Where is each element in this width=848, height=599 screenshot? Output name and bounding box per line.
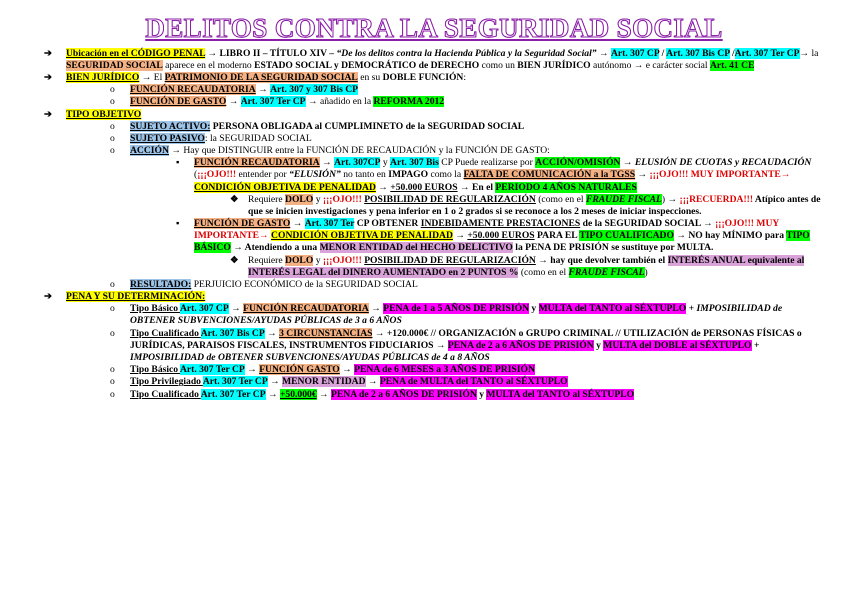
- text: y: [380, 157, 391, 169]
- text: → +120.000€ // ORGANIZACIÓN o GRUPO CRIMINAL // UTILIZACIÓN de PERSONAS FÍSICAS o JURÍDICAS, PARAISOS FISCALES, INSTRUMENTOS FIDUCIARIOS →: [130, 327, 802, 351]
- text: y: [593, 339, 604, 351]
- article-tag: Art. 307 Bis CP: [666, 47, 730, 59]
- text: →: [339, 364, 355, 376]
- text: CP Puede realizarse por: [438, 157, 536, 169]
- highlight: RESULTADO:: [130, 278, 192, 290]
- text: +50.000 EUROS: [390, 181, 458, 193]
- warning-text: ¡¡¡OJO!!!: [197, 169, 237, 181]
- highlight: PATRIMONIO DE LA SEGURIDAD SOCIAL: [164, 72, 358, 84]
- article-tag: Art. 307 Ter CP: [202, 376, 268, 388]
- highlight: SUJETO ACTIVO:: [130, 120, 211, 132]
- list-item: [44, 328, 824, 365]
- highlight: SUJETO PASIVO: [130, 132, 205, 144]
- circle-bullet-icon: o: [110, 303, 115, 315]
- article-tag: Art. 307 Ter CP: [179, 364, 245, 376]
- circle-bullet-icon: o: [110, 327, 115, 339]
- list-item: [44, 194, 824, 218]
- circle-bullet-icon: o: [110, 278, 115, 290]
- highlight: FUNCIÓN GASTO: [259, 364, 340, 376]
- circle-bullet-icon: o: [110, 84, 115, 96]
- highlight: FALTA DE COMUNICACIÓN a la TGSS: [463, 169, 636, 181]
- square-bullet-icon: ▪: [176, 157, 180, 169]
- text: Requiere: [248, 254, 286, 266]
- text: →: [635, 169, 650, 181]
- highlight: ACCIÓN/OMISIÓN: [535, 157, 621, 169]
- arrow-bullet-icon: ➔: [44, 47, 53, 59]
- highlight: PENA de 1 a 5 AÑOS DE PRISIÓN: [383, 303, 529, 315]
- text: PERJUICIO ECONÓMICO de la SEGURIDAD SOCIAL: [191, 278, 418, 290]
- text: ) →: [661, 193, 680, 205]
- list-item: [44, 389, 824, 401]
- circle-bullet-icon: o: [110, 364, 115, 376]
- text: (como en el: [518, 266, 569, 278]
- highlight: MENOR ENTIDAD del HECHO DELICTIVO: [319, 242, 513, 254]
- text: (como en el: [535, 193, 586, 205]
- text: Tipo Básico: [130, 364, 180, 376]
- warning-text: ¡¡¡OJO!!! MUY IMPORTANTE→: [649, 169, 791, 181]
- text: →: [267, 376, 283, 388]
- warning-text: ¡¡¡OJO!!!: [322, 254, 362, 266]
- text: Atípico antes de que se inicien investigaciones y pena inferior en 1 o 2 grados si se reconoce a los 2 meses de iniciar inspecciones.: [248, 193, 821, 217]
- highlight: TIPO CUALIFICADO: [579, 230, 674, 242]
- highlight: TIPO BÁSICO: [194, 230, 810, 254]
- highlight: PERIODO 4 AÑOS NATURALES: [495, 181, 637, 193]
- article-tag: Art. 307 Ter: [304, 218, 355, 230]
- text: como un: [479, 59, 518, 71]
- article-tag: Art. 307 Ter CP: [240, 96, 306, 108]
- text: →: [452, 230, 468, 242]
- highlight: MENOR ENTIDAD: [282, 376, 366, 388]
- highlight: FUNCIÓN RECAUDATORIA: [130, 84, 256, 96]
- highlight: CONDICIÓN OBJETIVA DE PENALIDAD: [194, 181, 376, 193]
- text: POSIBILIDAD DE REGULARIZACIÓN: [364, 193, 536, 205]
- heading-pena: PENA Y SU DETERMINACIÓN:: [66, 291, 206, 303]
- text: IMPAGO: [388, 169, 429, 181]
- text: la PENA DE PRISIÓN se sustituye por MULTA.: [512, 242, 714, 254]
- square-bullet-icon: ▪: [176, 218, 180, 230]
- article-tag: Art. 307 Ter CP: [734, 47, 800, 59]
- circle-bullet-icon: o: [110, 388, 115, 400]
- list-item: [44, 84, 824, 96]
- text: →: [368, 303, 384, 315]
- list-item: [44, 157, 824, 194]
- text: /: [659, 47, 667, 59]
- text: DOBLE FUNCIÓN: [382, 72, 464, 84]
- text: ): [644, 266, 648, 278]
- list-item: [44, 279, 824, 291]
- list-item: [44, 303, 824, 327]
- highlight: MULTA del TANTO al SÉXTUPLO: [486, 388, 635, 400]
- highlight: DOLO: [285, 193, 314, 205]
- text: autónomo → e carácter social: [590, 59, 710, 71]
- diamond-bullet-icon: ❖: [230, 254, 239, 266]
- list-item: [44, 218, 824, 255]
- text: → LIBRO II – TÍTULO XIV –: [205, 47, 337, 59]
- list-item: [44, 376, 824, 388]
- text: BIEN JURÍDICO: [517, 59, 591, 71]
- text: + IMPOSIBILIDAD de OBTENER SUBVENCIONES/AYUDAS PÚBLICAS de 3 a 6 AÑOS: [130, 303, 783, 327]
- text: como la: [428, 169, 464, 181]
- heading-ubicacion: Ubicación en el CÓDIGO PENAL: [66, 47, 206, 59]
- section-pena: [44, 291, 824, 303]
- text: y: [529, 303, 539, 315]
- section-tipo-objetivo: [44, 109, 824, 121]
- text: /: [729, 47, 735, 59]
- article-tag: Art. 307 CP: [610, 47, 660, 59]
- highlight: 3 CIRCUNSTANCIAS: [279, 327, 373, 339]
- circle-bullet-icon: o: [110, 376, 115, 388]
- text-quote: “De los delitos contra la Hacienda Pública y la Seguridad Social”: [336, 47, 597, 59]
- highlight: MULTA del TANTO al SÉXTUPLO: [538, 303, 687, 315]
- text: no tanto en: [340, 169, 389, 181]
- text: →: [316, 388, 332, 400]
- warning-text: ¡¡¡OJO!!!: [322, 193, 362, 205]
- text: Requiere: [248, 193, 286, 205]
- text: → El: [139, 72, 165, 84]
- arrow-bullet-icon: ➔: [44, 72, 53, 84]
- section-ubicacion: [44, 48, 824, 72]
- text: :: [463, 72, 467, 84]
- highlight: FUNCIÓN DE GASTO: [194, 218, 291, 230]
- article-tag: Art. 307 Bis CP: [200, 327, 265, 339]
- heading-tipo-objetivo: TIPO OBJETIVO: [66, 108, 142, 120]
- list-item: [44, 145, 824, 157]
- text: y: [313, 254, 323, 266]
- circle-bullet-icon: o: [110, 145, 115, 157]
- text: entender por: [236, 169, 290, 181]
- heading-bien-juridico: BIEN JURÍDICO: [66, 72, 140, 84]
- text: →: [365, 376, 380, 388]
- highlight: FUNCIÓN RECAUDATORIA: [194, 157, 320, 169]
- highlight: PENA de 2 a 6 AÑOS DE PRISIÓN: [331, 388, 477, 400]
- highlight: FRAUDE FISCAL: [568, 266, 645, 278]
- text: →: [265, 388, 280, 400]
- arrow-bullet-icon: ➔: [44, 291, 53, 303]
- highlight: CONDICIÓN OBJETIVA DE PENALIDAD: [271, 230, 453, 242]
- text: en su: [357, 72, 383, 84]
- text: “ELUSIÓN”: [289, 169, 341, 181]
- text: PERSONA OBLIGADA al CUMPLIMINETO de la SEGURIDAD SOCIAL: [210, 120, 525, 132]
- text: CP OBTENER: [354, 218, 421, 230]
- list-item: [44, 133, 824, 145]
- text: de la SEGURIDAD SOCIAL →: [580, 218, 716, 230]
- highlight: PENA de 6 MESES a 3 AÑOS DE PRISIÓN: [354, 364, 535, 376]
- text: →: [264, 327, 280, 339]
- text: PARA EL: [534, 230, 580, 242]
- text: +50.000 EUROS: [467, 230, 535, 242]
- highlight: +50.000€: [279, 388, 317, 400]
- text: ESTADO SOCIAL y DEMOCRÁTICO de DERECHO: [254, 59, 480, 71]
- text: INDEBIDAMENTE PRESTACIONES: [420, 218, 581, 230]
- text: →: [620, 157, 635, 169]
- list-item: [44, 96, 824, 108]
- diamond-bullet-icon: ❖: [230, 193, 239, 205]
- text: → hay que devolver también el: [535, 254, 668, 266]
- article-tag: Art. 307 Ter CP: [200, 388, 266, 400]
- page-title: DELITOS CONTRA LA SEGURIDAD SOCIAL: [145, 13, 723, 43]
- text: Tipo Cualificado: [130, 327, 201, 339]
- text: y: [313, 193, 323, 205]
- highlight: FUNCIÓN DE GASTO: [130, 96, 227, 108]
- highlight: INTERÉS ANUAL equivalente al INTERÉS LEGAL del DINERO AUMENTADO en 2 PUNTOS %: [248, 254, 805, 278]
- list-item: [44, 121, 824, 133]
- circle-bullet-icon: o: [110, 96, 115, 108]
- warning-text: ¡¡¡RECUERDA!!!: [679, 193, 754, 205]
- article-tag: Art. 41 CE: [709, 59, 755, 71]
- highlight: FUNCIÓN RECAUDATORIA: [243, 303, 369, 315]
- text: POSIBILIDAD DE REGULARIZACIÓN: [364, 254, 536, 266]
- arrow-bullet-icon: ➔: [44, 108, 53, 120]
- text: →: [228, 303, 244, 315]
- text: ELUSIÓN DE CUOTAS y RECAUDACIÓN: [634, 157, 812, 169]
- text: →: [244, 364, 260, 376]
- highlight: SEGURIDAD SOCIAL: [66, 59, 163, 71]
- text: → En el: [457, 181, 496, 193]
- highlight: MULTA del DOBLE al SÉXTUPLO: [603, 339, 752, 351]
- text: → Atendiendo a una: [230, 242, 320, 254]
- text: Tipo Privilegiado: [130, 376, 203, 388]
- highlight: ACCIÓN: [130, 145, 169, 157]
- text: + IMPOSIBILIDAD de OBTENER SUBVENCIONES/AYUDAS PÚBLICAS de 4 a 8 AÑOS: [130, 339, 760, 363]
- list-item: [44, 364, 824, 376]
- highlight: DOLO: [285, 254, 314, 266]
- circle-bullet-icon: o: [110, 132, 115, 144]
- text: →: [255, 84, 271, 96]
- text: Tipo Cualificado: [130, 388, 201, 400]
- text: →: [290, 218, 305, 230]
- highlight: FRAUDE FISCAL: [585, 193, 662, 205]
- text: → Hay que DISTINGUIR entre la FUNCIÓN DE RECAUDACIÓN y la FUNCIÓN DE GASTO:: [168, 145, 550, 157]
- text: → NO hay MÍNIMO para: [673, 230, 787, 242]
- text: Tipo Básico: [130, 303, 180, 315]
- text: → la: [799, 47, 819, 59]
- text: →: [319, 157, 335, 169]
- article-tag: Art. 307CP: [334, 157, 381, 169]
- text: →: [226, 96, 241, 108]
- article-tag: Art. 307 Bis: [390, 157, 439, 169]
- text: →: [596, 47, 611, 59]
- highlight: REFORMA 2012: [373, 96, 445, 108]
- text: aparece en el moderno: [162, 59, 255, 71]
- article-tag: Art. 307 y 307 Bis CP: [270, 84, 359, 96]
- article-tag: Art. 307 CP: [179, 303, 229, 315]
- text: (: [194, 169, 198, 181]
- text: →: [375, 181, 391, 193]
- text: y: [476, 388, 487, 400]
- list-item: [44, 255, 824, 279]
- highlight: PENA de MULTA del TANTO al SÉXTUPLO: [379, 376, 568, 388]
- text: → añadido en la: [305, 96, 374, 108]
- section-bien-juridico: [44, 72, 824, 84]
- text: : la SEGURIDAD SOCIAL: [204, 132, 312, 144]
- highlight: PENA de 2 a 6 AÑOS DE PRISIÓN: [447, 339, 594, 351]
- circle-bullet-icon: o: [110, 120, 115, 132]
- warning-text: ¡¡¡OJO!!! MUY IMPORTANTE→: [194, 218, 779, 242]
